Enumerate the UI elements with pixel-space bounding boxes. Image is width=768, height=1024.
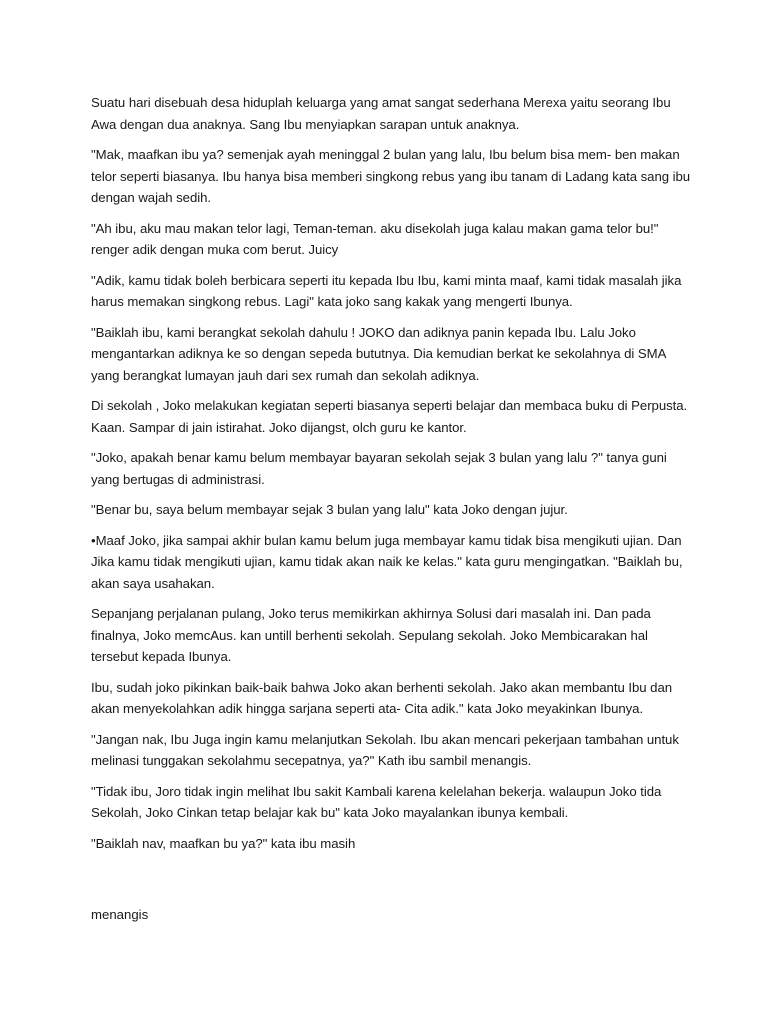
paragraph: "Jangan nak, Ibu Juga ingin kamu melanjutkan Sekolah. Ibu akan mencari pekerjaan tambahan untuk melinasi tunggakan sekolahmu secepatnya, ya?" Kath ibu sambil menangis. [91,731,679,768]
paragraph: Di sekolah , Joko melakukan kegiatan seperti biasanya seperti belajar dan membaca buku di Perpusta. Kaan. Sampar di jain istirahat. Joko dijangst, olch guru ke kantor. [91,398,688,435]
paragraph: "Baiklah nav, maafkan bu ya?" kata ibu masih [91,835,356,851]
paragraph: "Joko, apakah benar kamu belum membayar bayaran sekolah sejak 3 bulan yang lalu ?" tanya guni yang bertugas di administrasi. [91,450,667,487]
paragraph: •Maaf Joko, jika sampai akhir bulan kamu belum juga membayar kamu tidak bisa mengikuti ujian. Dan Jika kamu tidak mengikuti ujian, kamu tidak akan naik ke kelas." kata guru mengingatkan. "Baiklah bu, akan saya usahakan. [91,532,683,591]
paragraph: "Mak, maafkan ibu ya? semenjak ayah meninggal 2 bulan yang lalu, Ibu belum bisa mem- ben makan telor seperti biasanya. Ibu hanya bisa memberi singkong rebus yang ibu tanam di Ladang kata sang ibu dengan wajah sedih. [91,147,691,205]
document-body [91,92,691,863]
paragraph: "Adik, kamu tidak boleh berbicara seperti itu kepada Ibu Ibu, kami minta maaf, kami tidak masalah jika harus memakan singkong rebus. Lagi" kata joko sang kakak yang mengerti Ibunya. [91,272,682,309]
paragraph: Ibu, sudah joko pikinkan baik-baik bahwa Joko akan berhenti sekolah. Jako akan membantu Ibu dan akan menyekolahkan adik hingga sarjana seperti ata- Cita adik." kata Joko meyakinkan Ibunya. [91,679,673,716]
paragraph: "Ah ibu, aku mau makan telor lagi, Teman-teman. aku disekolah juga kalau makan gama telor bu!" renger adik dengan muka com berut. Juicy [91,220,659,257]
paragraph: "Baiklah ibu, kami berangkat sekolah dahulu ! JOKO dan adiknya panin kepada Ibu. Lalu Joko mengantarkan adiknya ke so dengan sepeda bututnya. Dia kemudian berkat ke sekolahnya di SMA yang berangkat lumayan jauh dari sex rumah dan sekolah adiknya. [91,324,666,383]
closing-word: menangis [91,907,149,922]
paragraph: "Benar bu, saya belum membayar sejak 3 bulan yang lalu" kata Joko dengan jujur. [91,502,568,517]
paragraph: Sepanjang perjalanan pulang, Joko terus memikirkan akhirnya Solusi dari masalah ini. Dan pada finalnya, Joko memcAus. kan untill berhenti sekolah. Sepulang sekolah. Joko Membicarakan hal tersebut kepada Ibunya. [91,606,651,664]
paragraph: Suatu hari disebuah desa hiduplah keluarga yang amat sangat sederhana Merexa yaitu seorang Ibu Awa dengan dua anaknya. Sang Ibu menyiapkan sarapan untuk anaknya. [91,95,671,132]
paragraph: "Tidak ibu, Joro tidak ingin melihat Ibu sakit Kambali karena kelelahan bekerja. walaupun Joko tida Sekolah, Joko Cinkan tetap belajar kak bu" kata Joko mayalankan ibunya kembali. [91,783,662,820]
